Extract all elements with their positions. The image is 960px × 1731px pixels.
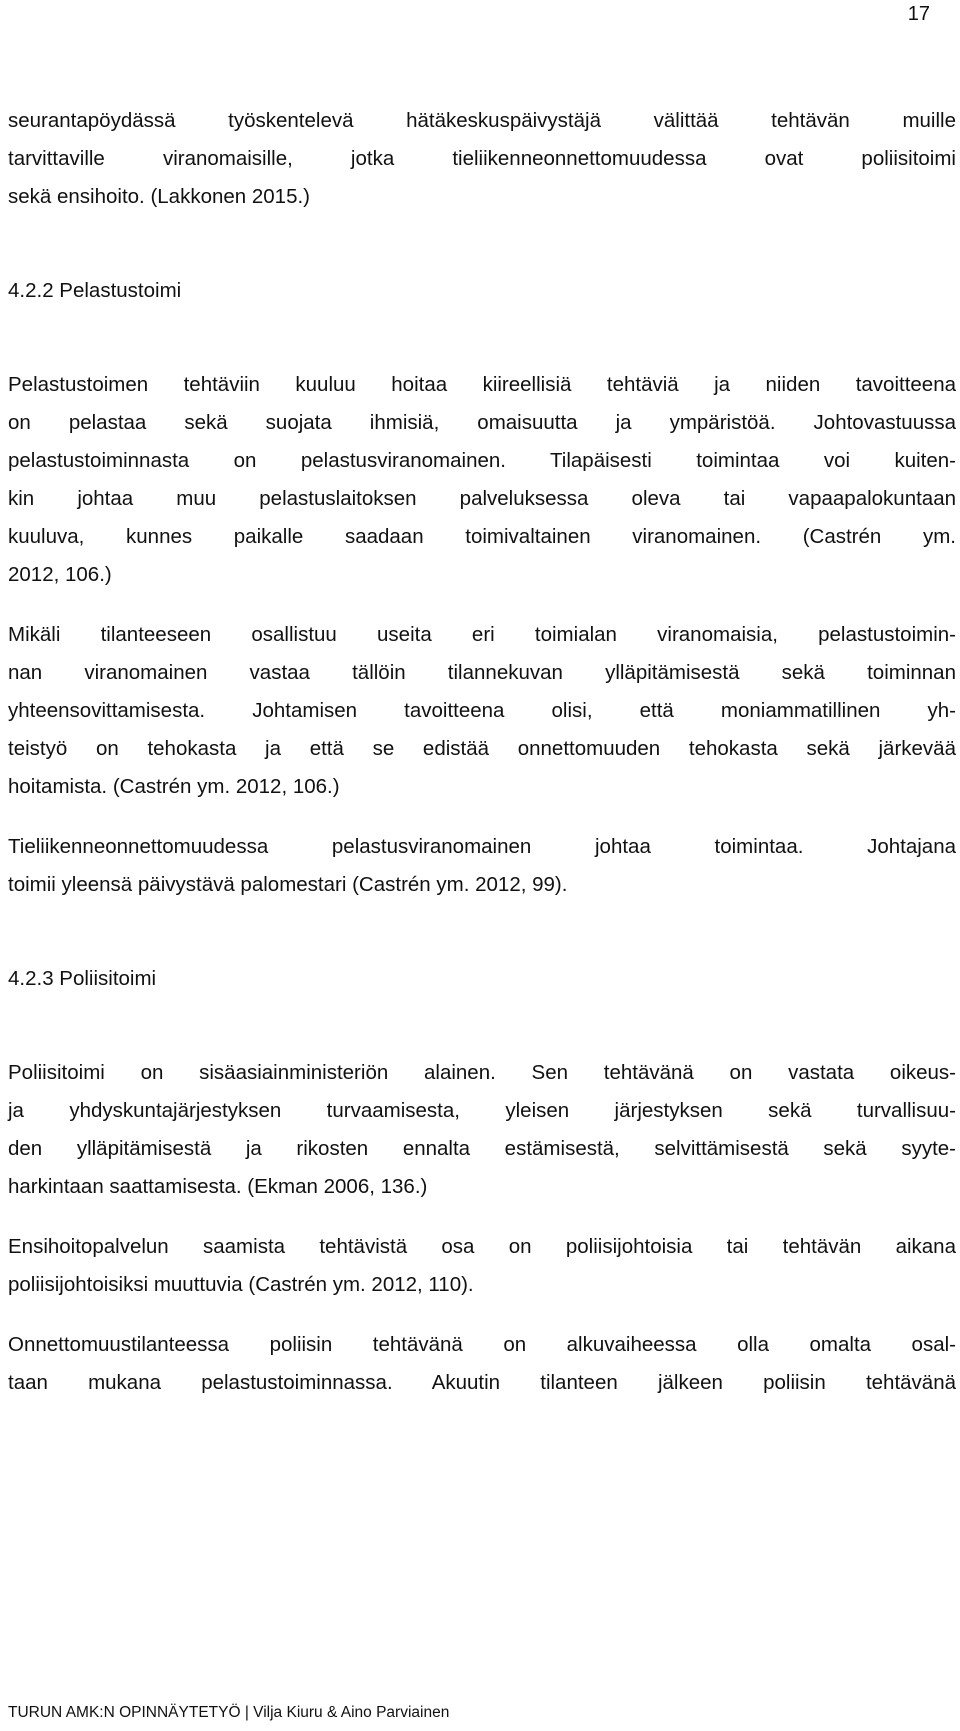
text-line: pelastustoiminnasta on pelastusviranomainen. Tilapäisesti toimintaa voi kuiten-: [8, 449, 956, 472]
text-line: sekä ensihoito. (Lakkonen 2015.): [8, 185, 311, 208]
text-line: Pelastustoimen tehtäviin kuuluu hoitaa kiireellisiä tehtäviä ja niiden tavoitteena: [8, 373, 956, 396]
document-body: [8, 102, 956, 1402]
text-line: yhteensovittamisesta. Johtamisen tavoitteena olisi, että moniammatillinen yh-: [8, 699, 956, 722]
text-line: 2012, 106.): [8, 563, 112, 586]
text-line: nan viranomainen vastaa tällöin tilannekuvan ylläpitämisestä sekä toiminnan: [8, 661, 956, 684]
paragraph: [8, 102, 956, 216]
text-line: poliisijohtoisiksi muuttuvia (Castrén ym. 2012, 110).: [8, 1273, 474, 1296]
text-line: Mikäli tilanteeseen osallistuu useita eri toimialan viranomaisia, pelastustoimin-: [8, 623, 956, 646]
section-heading: 4.2.2 Pelastustoimi: [8, 279, 182, 302]
text-line: toimii yleensä päivystävä palomestari (Castrén ym. 2012, 99).: [8, 873, 568, 896]
paragraph: [8, 1326, 956, 1402]
text-line: seurantapöydässä työskentelevä hätäkeskuspäivystäjä välittää tehtävän muille: [8, 109, 956, 132]
text-line: Onnettomuustilanteessa poliisin tehtävänä on alkuvaiheessa olla omalta osal-: [8, 1333, 956, 1356]
text-line: kuuluva, kunnes paikalle saadaan toimivaltainen viranomainen. (Castrén ym.: [8, 525, 956, 548]
page-footer: TURUN AMK:N OPINNÄYTETYÖ | Vilja Kiuru & Aino Parviainen: [8, 1704, 450, 1721]
text-line: hoitamista. (Castrén ym. 2012, 106.): [8, 775, 340, 798]
text-line: Ensihoitopalvelun saamista tehtävistä osa on poliisijohtoisia tai tehtävän aikana: [8, 1235, 956, 1258]
text-line: ja yhdyskuntajärjestyksen turvaamisesta, yleisen järjestyksen sekä turvallisuu-: [8, 1099, 956, 1122]
text-line: Poliisitoimi on sisäasiainministeriön alainen. Sen tehtävänä on vastata oikeus-: [8, 1061, 956, 1084]
paragraph: [8, 828, 956, 904]
text-line: on pelastaa sekä suojata ihmisiä, omaisuutta ja ympäristöä. Johtovastuussa: [8, 411, 956, 434]
paragraph: [8, 1054, 956, 1206]
paragraph: [8, 1228, 956, 1304]
page-number: 17: [907, 3, 930, 25]
text-line: Tieliikenneonnettomuudessa pelastusviranomainen johtaa toimintaa. Johtajana: [8, 835, 956, 858]
text-line: teistyö on tehokasta ja että se edistää onnettomuuden tehokasta sekä järkevää: [8, 737, 956, 760]
paragraph: [8, 616, 956, 806]
text-line: den ylläpitämisestä ja rikosten ennalta estämisestä, selvittämisestä sekä syyte-: [8, 1137, 956, 1160]
text-line: kin johtaa muu pelastuslaitoksen palveluksessa oleva tai vapaapalokuntaan: [8, 487, 956, 510]
text-line: harkintaan saattamisesta. (Ekman 2006, 136.): [8, 1175, 428, 1198]
text-line: taan mukana pelastustoiminnassa. Akuutin tilanteen jälkeen poliisin tehtävänä: [8, 1371, 956, 1394]
paragraph: [8, 366, 956, 594]
section-heading: 4.2.3 Poliisitoimi: [8, 967, 157, 990]
text-line: tarvittaville viranomaisille, jotka tieliikenneonnettomuudessa ovat poliisitoimi: [8, 147, 956, 170]
